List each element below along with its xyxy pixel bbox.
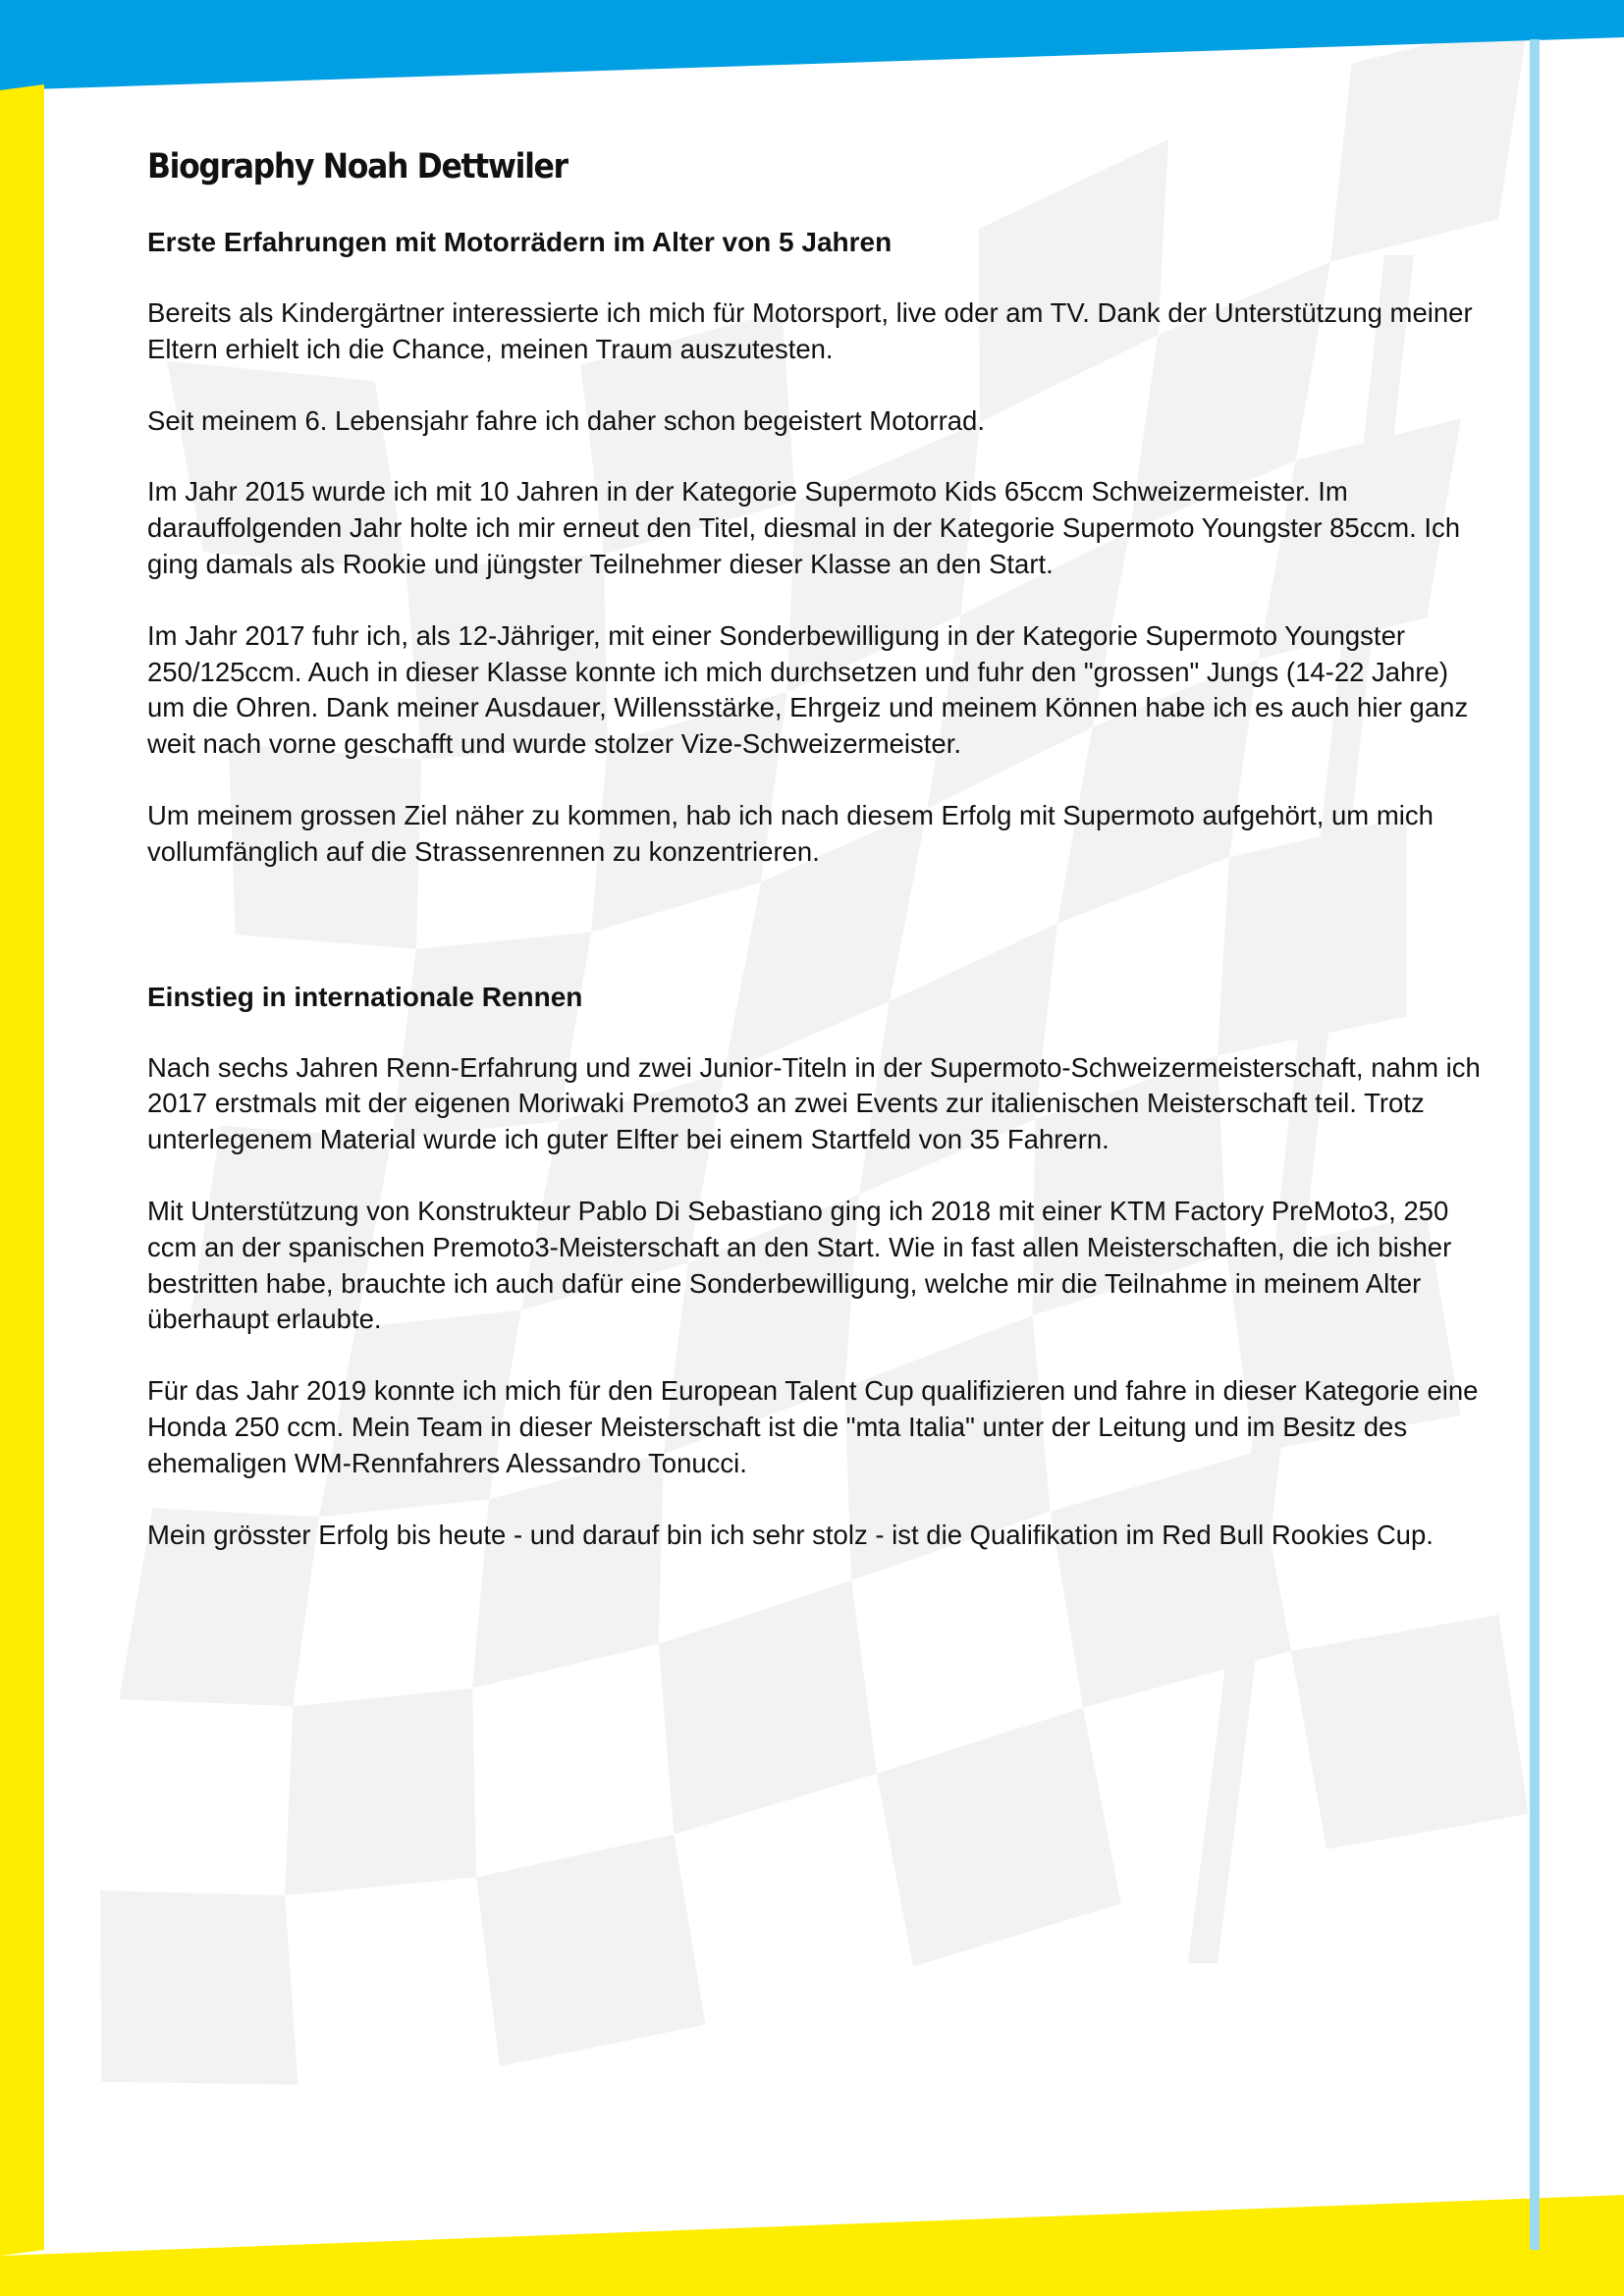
section-spacer (147, 906, 1492, 979)
paragraph: Um meinem grossen Ziel näher zu kommen, hab ich nach diesem Erfolg mit Supermoto aufgehört, um mich vollumfänglich auf die Strassenrennen zu konzentrieren. (147, 799, 1434, 867)
paragraph: Bereits als Kindergärtner interessierte ich mich für Motorsport, live oder am TV. Dank der Unterstützung meiner Eltern erhielt ich die Chance, meinen Traum auszutesten. (147, 297, 1473, 364)
flag-square (100, 1891, 298, 2085)
flag-square (476, 1835, 705, 2066)
flag-square (1291, 1615, 1529, 1849)
right-blue-stripe (1530, 39, 1540, 2250)
bottom-yellow-band (0, 2195, 1624, 2296)
paragraph: Seit meinem 6. Lebensjahr fahre ich daher schon begeistert Motorrad. (147, 404, 985, 436)
page-title: Biography Noah Dettwiler (147, 147, 568, 187)
section-heading: Einstieg in internationale Rennen (147, 981, 583, 1012)
flag-square (877, 1708, 1121, 1967)
paragraph: Mein grösster Erfolg bis heute - und darauf bin ich sehr stolz - ist die Qualifikation im Red Bull Rookies Cup. (147, 1519, 1434, 1550)
flag-square (285, 1688, 476, 1896)
left-yellow-band (0, 84, 44, 2256)
flag-square (659, 1580, 877, 1835)
section-international-races (147, 979, 1492, 1554)
section-heading: Erste Erfahrungen mit Motorrädern im Alter von 5 Jahren (147, 227, 893, 257)
paragraph: Im Jahr 2015 wurde ich mit 10 Jahren in der Kategorie Supermoto Kids 65ccm Schweizermeister. Im darauffolgenden Jahr holte ich mir erneut den Titel, diesmal in der Kategorie Supermoto Youngster 85ccm. Ich ging damals als Rookie und jüngster Teilnehmer dieser Klasse an den Start. (147, 476, 1461, 579)
paragraph: Mit Unterstützung von Konstrukteur Pablo Di Sebastiano ging ich 2018 mit einer KTM Factory PreMoto3, 250 ccm an der spanischen Premoto3-Meisterschaft an den Start. Wie in fast allen Meisterschaften, die ich bisher bestritten habe, brauchte ich auch dafür eine Sonderbewilligung, welche mir die Teilnahme in meinem Alter überhaupt erlaubte. (147, 1195, 1452, 1335)
section-first-experiences (147, 224, 1492, 871)
paragraph: Im Jahr 2017 fuhr ich, als 12-Jähriger, mit einer Sonderbewilligung in der Kategorie Supermoto Youngster 250/125ccm. Auch in dieser Klasse konnte ich mich durchsetzen und fuhr den "grossen" Jungs (14-22 Jahre) um die Ohren. Dank meiner Ausdauer, Willensstärke, Ehrgeiz und meinem Können habe ich es auch hier ganz weit nach vorne geschafft und wurde stolzer Vize-Schweizermeister. (147, 619, 1469, 760)
paragraph: Nach sechs Jahren Renn-Erfahrung und zwei Junior-Titeln in der Supermoto-Schweizermeisterschaft, nahm ich 2017 erstmals mit der eigenen Moriwaki Premoto3 an zwei Events zur italienischen Meisterschaft teil. Trotz unterlegenem Material wurde ich guter Elfter bei einem Startfeld von 35 Fahrern. (147, 1051, 1481, 1155)
paragraph: Für das Jahr 2019 konnte ich mich für den European Talent Cup qualifizieren und fahre in dieser Kategorie eine Honda 250 ccm. Mein Team in dieser Meisterschaft ist die "mta Italia" unter der Leitung und im Besitz des ehemaligen WM-Rennfahrers Alessandro Tonucci. (147, 1375, 1479, 1478)
document-body (147, 147, 1492, 1588)
